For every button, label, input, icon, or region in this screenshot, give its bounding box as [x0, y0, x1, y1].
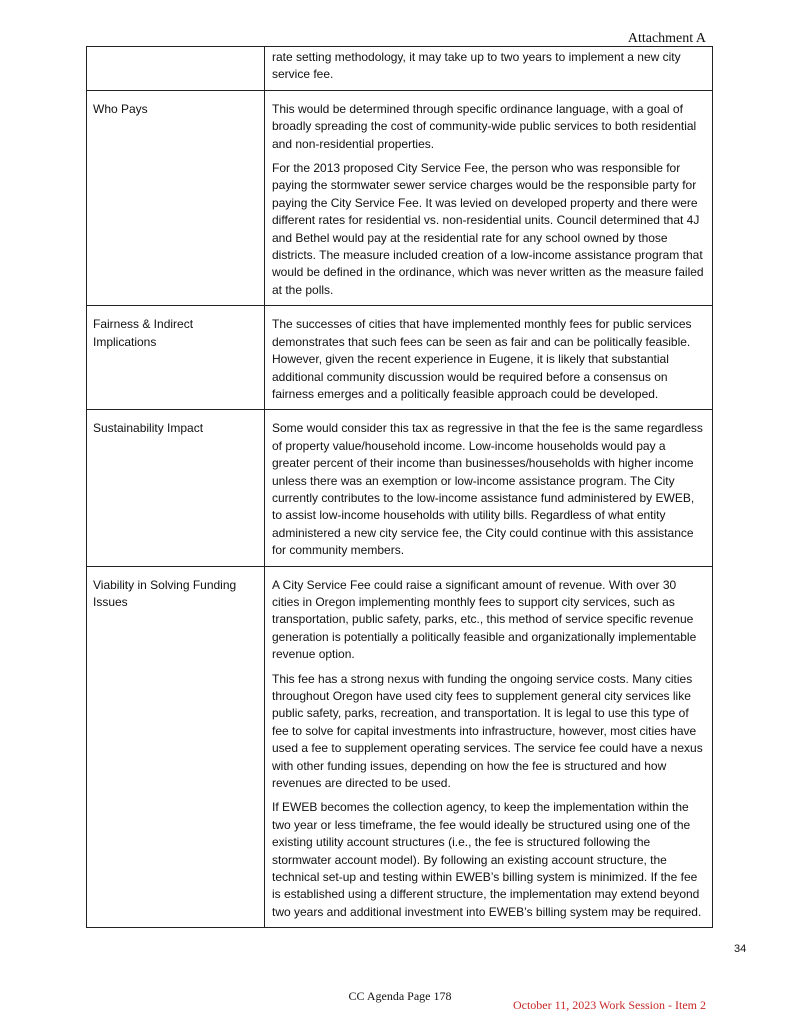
paragraph: Some would consider this tax as regressive in that the fee is the same regardless of property value/household income. Low-income households would pay a greater percent of their income than businesses/households with higher income unless there was an exemption or low-income assistance program. The City currently contributes to the low-income assistance fund administered by EWEB, to assist low-income households with utility bills. Regardless of what entity administered a new city service fee, the City could continue with this assistance for community members.: [272, 421, 703, 558]
options-table: [86, 46, 713, 928]
row-label: Fairness & Indirect Implications: [87, 306, 265, 410]
agenda-page-label: CC Agenda Page 178: [348, 989, 452, 1003]
table-row: [87, 566, 713, 928]
paragraph: This fee has a strong nexus with funding the ongoing service costs. Many cities throughout Oregon have used city fees to supplement general city services like public safety, parks, recreation, and transportation. It is legal to use this type of fee to solve for capital investments into infrastructure, however, most cities have used a fee to supplement operating services. The service fee could have a nexus with other funding issues, depending on how the fee is structured and how revenues are directed to be used.: [272, 671, 703, 791]
paragraph: For the 2013 proposed City Service Fee, the person who was responsible for paying the stormwater sewer service charges would be the responsible party for paying the City Service Fee. It was levied on developed property and there were different rates for residential vs. non-residential units. Council determined that 4J and Bethel would pay at the residential rate for any school owned by those districts. The measure included creation of a low-income assistance program that would be defined in the ordinance, which was never written as the measure failed at the polls.: [272, 161, 704, 297]
row-label: Sustainability Impact: [87, 410, 265, 566]
table-row: [87, 306, 713, 410]
paragraph: If EWEB becomes the collection agency, to keep the implementation within the two year or less timeframe, the fee would ideally be structured using one of the existing utility account structures (i.e., the fee is structured following the stormwater account model). By following an existing account structure, the technical set-up and testing within EWEB’s billing system is minimized. If the fee is established using a different structure, the implementation may extend beyond two years and additional investment into EWEB’s billing system may be required.: [272, 800, 702, 919]
attachment-label: Attachment A: [627, 31, 706, 46]
row-label: Who Pays: [87, 90, 265, 305]
row-content: [265, 306, 713, 410]
work-session-label: October 11, 2023 Work Session - Item 2: [512, 998, 706, 1012]
row-content: [265, 47, 713, 91]
table-row: [87, 47, 713, 91]
row-content: [265, 90, 713, 305]
table-row: [87, 90, 713, 305]
paragraph: The successes of cities that have implemented monthly fees for public services demonstrates that such fees can be seen as fair and can be politically feasible. However, given the recent experience in Eugene, it is likely that substantial additional community discussion would be required before a consensus on fairness emerges and a politically feasible approach could be developed.: [272, 317, 692, 401]
table-row: [87, 410, 713, 566]
row-content: [265, 566, 713, 928]
row-content: [265, 410, 713, 566]
row-label: Viability in Solving Funding Issues: [87, 566, 265, 928]
paragraph: rate setting methodology, it may take up to two years to implement a new city service fee.: [272, 50, 681, 82]
paragraph: This would be determined through specific ordinance language, with a goal of broadly spreading the cost of community-wide public services to both residential and non-residential properties.: [272, 101, 697, 151]
page-number: 34: [734, 943, 747, 955]
row-label: [87, 47, 265, 91]
paragraph: A City Service Fee could raise a significant amount of revenue. With over 30 cities in Oregon implementing monthly fees to support city services, such as transportation, public safety, parks, etc., this method of service specific revenue generation is potentially a politically feasible and organizationally implementable revenue option.: [272, 577, 697, 662]
